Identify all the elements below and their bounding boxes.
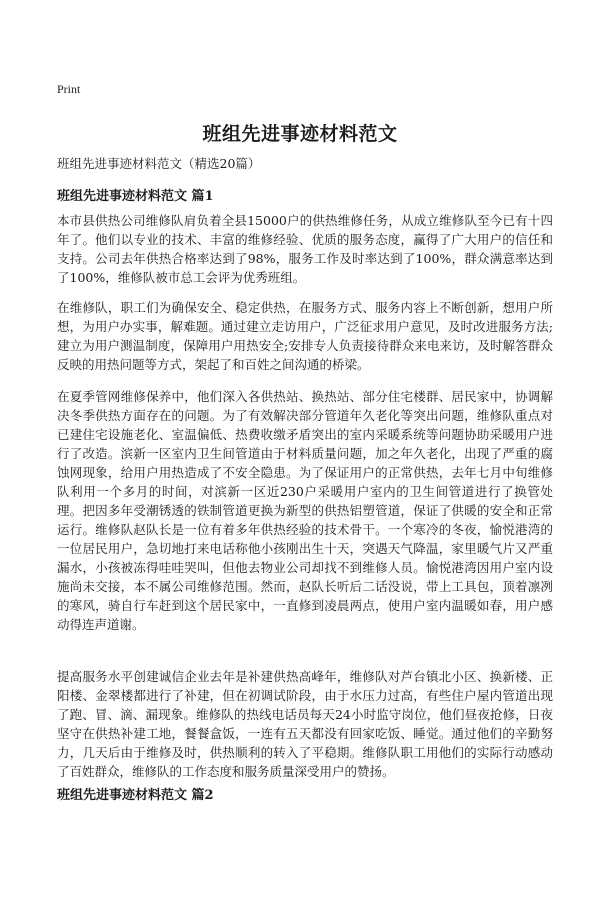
document-subtitle: 班组先进事迹材料范文（精选20篇） [57,156,261,171]
page-title: 班组先进事迹材料范文 [202,123,398,145]
section-1-paragraph-3: 在夏季管网维修保养中，他们深入各供热站、换热站、部分住宅楼群、居民家中，协调解决冬季供热方面存在的问题。为了有效解决部分管道年久老化等突出问题，维修队重点对已建住宅设施老化、室温偏低、热费收缴矛盾突出的室内采暖系统等问题协助采暖用户进行了改造。滨新一区室内卫生间管道由于材料质量问题，加之年久老化，出现了严重的腐蚀网现象，给用户用热造成了不安全隐患。为了保证用户的正常供热，去年七月中旬维修队利用一个多月的时间，对滨新一区近230户采暖用户室内的卫生间管道进行了换管处理。把因多年受潮锈透的铁制管道更换为新型的供热铝塑管道，保证了供暖的安全和正常运行。维修队赵队长是一位有着多年供热经验的技术骨干。一个寒冷的冬夜，愉悦港湾的一位居民用户，急切地打来电话称他小孩刚出生十天，突遇天气降温，家里暖气片又严重漏水，小孩被冻得哇哇哭叫，但他去物业公司却找不到维修人员。愉悦港湾因用户室内设施尚未交接，本不属公司维修范围。然而，赵队长听后二话没说，带上工具包，顶着凛冽的寒风，骑自行车赶到这个居民家中，一直修到凌晨两点，使用户室内温暖如春，用户感动得连声道谢。 [57,389,553,632]
print-link[interactable]: Print [57,82,81,96]
section-1-paragraph-1: 本市县供热公司维修队肩负着全县15000户的供热维修任务，从成立维修队至今已有十四年了。他们以专业的技术、丰富的维修经验、优质的服务态度，赢得了广大用户的信任和支持。公司去年供热合格率达到了98%，服务工作及时率达到了100%，群众满意率达到了100%，维修队被市总工会评为优秀班组。 [57,213,553,285]
section-1-paragraph-2: 在维修队，职工们为确保安全、稳定供热，在服务方式、服务内容上不断创新，想用户所想，为用户办实事，解难题。通过建立走访用户，广泛征求用户意见，及时改进服务方法;建立为用户测温制度，保障用户用热安全;安排专人负责接待群众来电来访，及时解答群众反映的用热问题等方式，架起了和百姓之间沟通的桥梁。 [57,300,553,372]
section-1-paragraph-4: 提高服务水平创建诚信企业去年是补建供热高峰年，维修队对芦台镇北小区、换新楼、正阳楼、金翠楼都进行了补建，但在初调试阶段，由于水压力过高，有些住户屋内管道出现了跑、冒、滴、漏现象。维修队的热线电话员每天24小时监守岗位，他们昼夜抢修，日夜坚守在供热补建工地，餐餐盒饭，一连有五天都没有回家吃饭、睡觉。通过他们的辛勤努力，几天后由于维修及时，供热顺利的转入了平稳期。维修队职工用他们的实际行动感动了百姓群众，维修队的工作态度和服务质量深受用户的赞扬。 [57,669,553,779]
section-heading-2: 班组先进事迹材料范文 篇2 [57,788,214,803]
section-heading-1: 班组先进事迹材料范文 篇1 [57,189,214,204]
